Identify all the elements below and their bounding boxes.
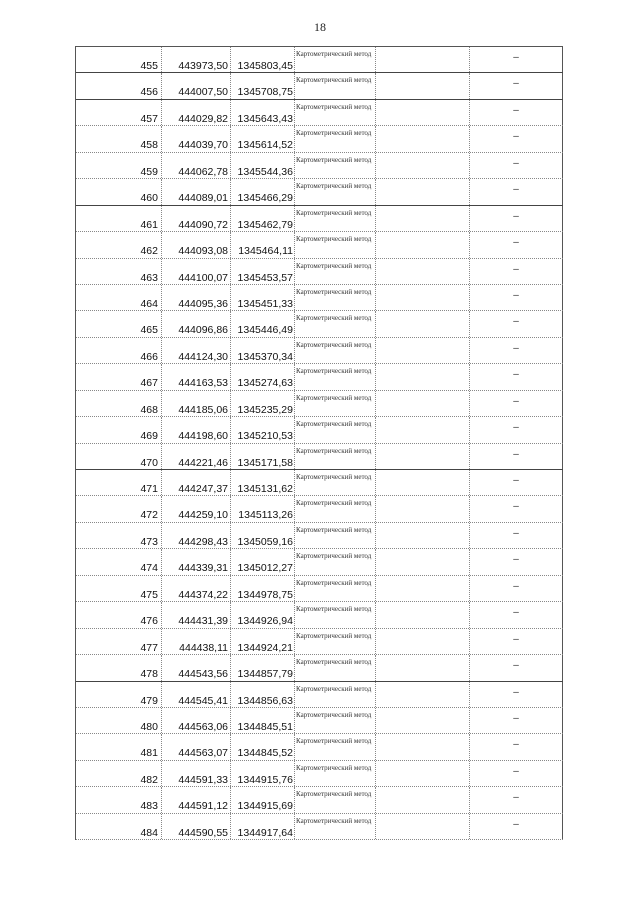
method-cell: Картометрический метод: [295, 47, 376, 72]
y-coordinate-cell: 1344924,21: [231, 629, 295, 654]
note-cell: –: [470, 761, 563, 786]
point-number-cell: 455: [76, 47, 162, 72]
method-cell: Картометрический метод: [295, 153, 376, 178]
method-cell: Картометрический метод: [295, 391, 376, 416]
note-cell: –: [470, 73, 563, 98]
note-cell: –: [470, 338, 563, 363]
table-row: [76, 761, 563, 787]
note-cell: –: [470, 153, 563, 178]
x-coordinate-cell: 444124,30: [162, 338, 231, 363]
x-coordinate-cell: 444093,08: [162, 232, 231, 257]
note-cell: –: [470, 206, 563, 231]
empty-cell: [376, 338, 470, 363]
method-cell: Картометрический метод: [295, 285, 376, 310]
empty-cell: [376, 417, 470, 442]
empty-cell: [376, 602, 470, 627]
y-coordinate-cell: 1345171,58: [231, 444, 295, 469]
point-number-cell: 464: [76, 285, 162, 310]
point-number-cell: 459: [76, 153, 162, 178]
x-coordinate-cell: 444163,53: [162, 364, 231, 389]
y-coordinate-cell: 1344926,94: [231, 602, 295, 627]
method-cell: Картометрический метод: [295, 179, 376, 204]
y-coordinate-cell: 1345708,75: [231, 73, 295, 98]
y-coordinate-cell: 1345466,29: [231, 179, 295, 204]
x-coordinate-cell: 444545,41: [162, 682, 231, 707]
method-cell: Картометрический метод: [295, 100, 376, 125]
x-coordinate-cell: 444185,06: [162, 391, 231, 416]
empty-cell: [376, 259, 470, 284]
x-coordinate-cell: 444100,07: [162, 259, 231, 284]
note-cell: –: [470, 179, 563, 204]
y-coordinate-cell: 1345462,79: [231, 206, 295, 231]
table-row: [76, 734, 563, 760]
point-number-cell: 468: [76, 391, 162, 416]
x-coordinate-cell: 444247,37: [162, 470, 231, 495]
table-row: [76, 259, 563, 285]
table-row: [76, 708, 563, 734]
method-cell: Картометрический метод: [295, 787, 376, 812]
table-row: [76, 787, 563, 813]
note-cell: –: [470, 682, 563, 707]
empty-cell: [376, 576, 470, 601]
empty-cell: [376, 523, 470, 548]
table-row: [76, 126, 563, 152]
y-coordinate-cell: 1345453,57: [231, 259, 295, 284]
point-number-cell: 476: [76, 602, 162, 627]
empty-cell: [376, 655, 470, 680]
method-cell: Картометрический метод: [295, 602, 376, 627]
empty-cell: [376, 682, 470, 707]
note-cell: –: [470, 311, 563, 336]
empty-cell: [376, 787, 470, 812]
method-cell: Картометрический метод: [295, 734, 376, 759]
x-coordinate-cell: 443973,50: [162, 47, 231, 72]
point-number-cell: 467: [76, 364, 162, 389]
table-row: [76, 549, 563, 575]
method-cell: Картометрический метод: [295, 629, 376, 654]
point-number-cell: 483: [76, 787, 162, 812]
empty-cell: [376, 100, 470, 125]
x-coordinate-cell: 444062,78: [162, 153, 231, 178]
empty-cell: [376, 206, 470, 231]
note-cell: –: [470, 549, 563, 574]
x-coordinate-cell: 444339,31: [162, 549, 231, 574]
y-coordinate-cell: 1344856,63: [231, 682, 295, 707]
empty-cell: [376, 73, 470, 98]
x-coordinate-cell: 444563,06: [162, 708, 231, 733]
point-number-cell: 466: [76, 338, 162, 363]
y-coordinate-cell: 1344845,51: [231, 708, 295, 733]
method-cell: Картометрический метод: [295, 73, 376, 98]
y-coordinate-cell: 1345451,33: [231, 285, 295, 310]
point-number-cell: 482: [76, 761, 162, 786]
note-cell: –: [470, 814, 563, 839]
note-cell: –: [470, 391, 563, 416]
method-cell: Картометрический метод: [295, 549, 376, 574]
point-number-cell: 463: [76, 259, 162, 284]
method-cell: Картометрический метод: [295, 496, 376, 521]
point-number-cell: 475: [76, 576, 162, 601]
y-coordinate-cell: 1344845,52: [231, 734, 295, 759]
note-cell: –: [470, 523, 563, 548]
note-cell: –: [470, 47, 563, 72]
x-coordinate-cell: 444007,50: [162, 73, 231, 98]
table-row: [76, 100, 563, 126]
point-number-cell: 465: [76, 311, 162, 336]
table-row: [76, 602, 563, 628]
table-row: [76, 47, 563, 73]
empty-cell: [376, 549, 470, 574]
x-coordinate-cell: 444590,55: [162, 814, 231, 839]
empty-cell: [376, 444, 470, 469]
y-coordinate-cell: 1345464,11: [231, 232, 295, 257]
table-row: [76, 311, 563, 337]
point-number-cell: 481: [76, 734, 162, 759]
method-cell: Картометрический метод: [295, 364, 376, 389]
coordinates-table: [75, 46, 563, 840]
empty-cell: [376, 470, 470, 495]
method-cell: Картометрический метод: [295, 417, 376, 442]
x-coordinate-cell: 444543,56: [162, 655, 231, 680]
point-number-cell: 460: [76, 179, 162, 204]
method-cell: Картометрический метод: [295, 761, 376, 786]
method-cell: Картометрический метод: [295, 206, 376, 231]
table-row: [76, 338, 563, 364]
empty-cell: [376, 708, 470, 733]
empty-cell: [376, 126, 470, 151]
note-cell: –: [470, 364, 563, 389]
x-coordinate-cell: 444221,46: [162, 444, 231, 469]
empty-cell: [376, 232, 470, 257]
note-cell: –: [470, 655, 563, 680]
note-cell: –: [470, 708, 563, 733]
method-cell: Картометрический метод: [295, 523, 376, 548]
note-cell: –: [470, 576, 563, 601]
y-coordinate-cell: 1344915,76: [231, 761, 295, 786]
x-coordinate-cell: 444431,39: [162, 602, 231, 627]
method-cell: Картометрический метод: [295, 126, 376, 151]
y-coordinate-cell: 1344915,69: [231, 787, 295, 812]
x-coordinate-cell: 444298,43: [162, 523, 231, 548]
table-row: [76, 682, 563, 708]
note-cell: –: [470, 285, 563, 310]
x-coordinate-cell: 444039,70: [162, 126, 231, 151]
empty-cell: [376, 734, 470, 759]
note-cell: –: [470, 734, 563, 759]
point-number-cell: 479: [76, 682, 162, 707]
y-coordinate-cell: 1345012,27: [231, 549, 295, 574]
y-coordinate-cell: 1345113,26: [231, 496, 295, 521]
method-cell: Картометрический метод: [295, 708, 376, 733]
point-number-cell: 461: [76, 206, 162, 231]
note-cell: –: [470, 470, 563, 495]
method-cell: Картометрический метод: [295, 682, 376, 707]
method-cell: Картометрический метод: [295, 338, 376, 363]
y-coordinate-cell: 1345643,43: [231, 100, 295, 125]
method-cell: Картометрический метод: [295, 655, 376, 680]
x-coordinate-cell: 444198,60: [162, 417, 231, 442]
method-cell: Картометрический метод: [295, 232, 376, 257]
point-number-cell: 471: [76, 470, 162, 495]
table-row: [76, 179, 563, 205]
empty-cell: [376, 285, 470, 310]
table-row: [76, 232, 563, 258]
x-coordinate-cell: 444095,36: [162, 285, 231, 310]
table-row: [76, 470, 563, 496]
note-cell: –: [470, 126, 563, 151]
x-coordinate-cell: 444591,12: [162, 787, 231, 812]
x-coordinate-cell: 444374,22: [162, 576, 231, 601]
x-coordinate-cell: 444591,33: [162, 761, 231, 786]
empty-cell: [376, 364, 470, 389]
note-cell: –: [470, 100, 563, 125]
x-coordinate-cell: 444096,86: [162, 311, 231, 336]
x-coordinate-cell: 444090,72: [162, 206, 231, 231]
empty-cell: [376, 761, 470, 786]
table-row: [76, 576, 563, 602]
y-coordinate-cell: 1345544,36: [231, 153, 295, 178]
note-cell: –: [470, 496, 563, 521]
empty-cell: [376, 629, 470, 654]
table-row: [76, 814, 563, 840]
empty-cell: [376, 496, 470, 521]
y-coordinate-cell: 1344917,64: [231, 814, 295, 839]
point-number-cell: 458: [76, 126, 162, 151]
table-row: [76, 391, 563, 417]
table-row: [76, 73, 563, 99]
point-number-cell: 478: [76, 655, 162, 680]
y-coordinate-cell: 1345210,53: [231, 417, 295, 442]
note-cell: –: [470, 444, 563, 469]
y-coordinate-cell: 1345274,63: [231, 364, 295, 389]
note-cell: –: [470, 629, 563, 654]
table-row: [76, 655, 563, 681]
note-cell: –: [470, 417, 563, 442]
point-number-cell: 477: [76, 629, 162, 654]
x-coordinate-cell: 444563,07: [162, 734, 231, 759]
empty-cell: [376, 814, 470, 839]
empty-cell: [376, 391, 470, 416]
note-cell: –: [470, 232, 563, 257]
x-coordinate-cell: 444089,01: [162, 179, 231, 204]
note-cell: –: [470, 602, 563, 627]
y-coordinate-cell: 1345059,16: [231, 523, 295, 548]
point-number-cell: 457: [76, 100, 162, 125]
x-coordinate-cell: 444029,82: [162, 100, 231, 125]
page-number: 18: [314, 20, 326, 34]
y-coordinate-cell: 1344857,79: [231, 655, 295, 680]
y-coordinate-cell: 1345803,45: [231, 47, 295, 72]
empty-cell: [376, 311, 470, 336]
table-row: [76, 444, 563, 470]
table-row: [76, 285, 563, 311]
note-cell: –: [470, 259, 563, 284]
note-cell: –: [470, 787, 563, 812]
point-number-cell: 456: [76, 73, 162, 98]
method-cell: Картометрический метод: [295, 576, 376, 601]
point-number-cell: 484: [76, 814, 162, 839]
table-row: [76, 417, 563, 443]
y-coordinate-cell: 1345131,62: [231, 470, 295, 495]
point-number-cell: 462: [76, 232, 162, 257]
table-row: [76, 523, 563, 549]
x-coordinate-cell: 444438,11: [162, 629, 231, 654]
point-number-cell: 480: [76, 708, 162, 733]
y-coordinate-cell: 1345235,29: [231, 391, 295, 416]
table-row: [76, 364, 563, 390]
method-cell: Картометрический метод: [295, 311, 376, 336]
table-row: [76, 496, 563, 522]
point-number-cell: 470: [76, 444, 162, 469]
y-coordinate-cell: 1345446,49: [231, 311, 295, 336]
method-cell: Картометрический метод: [295, 470, 376, 495]
method-cell: Картометрический метод: [295, 814, 376, 839]
point-number-cell: 472: [76, 496, 162, 521]
empty-cell: [376, 153, 470, 178]
point-number-cell: 474: [76, 549, 162, 574]
empty-cell: [376, 179, 470, 204]
table-row: [76, 153, 563, 179]
y-coordinate-cell: 1345370,34: [231, 338, 295, 363]
method-cell: Картометрический метод: [295, 259, 376, 284]
point-number-cell: 469: [76, 417, 162, 442]
x-coordinate-cell: 444259,10: [162, 496, 231, 521]
table-row: [76, 206, 563, 232]
empty-cell: [376, 47, 470, 72]
y-coordinate-cell: 1344978,75: [231, 576, 295, 601]
method-cell: Картометрический метод: [295, 444, 376, 469]
point-number-cell: 473: [76, 523, 162, 548]
y-coordinate-cell: 1345614,52: [231, 126, 295, 151]
table-row: [76, 629, 563, 655]
